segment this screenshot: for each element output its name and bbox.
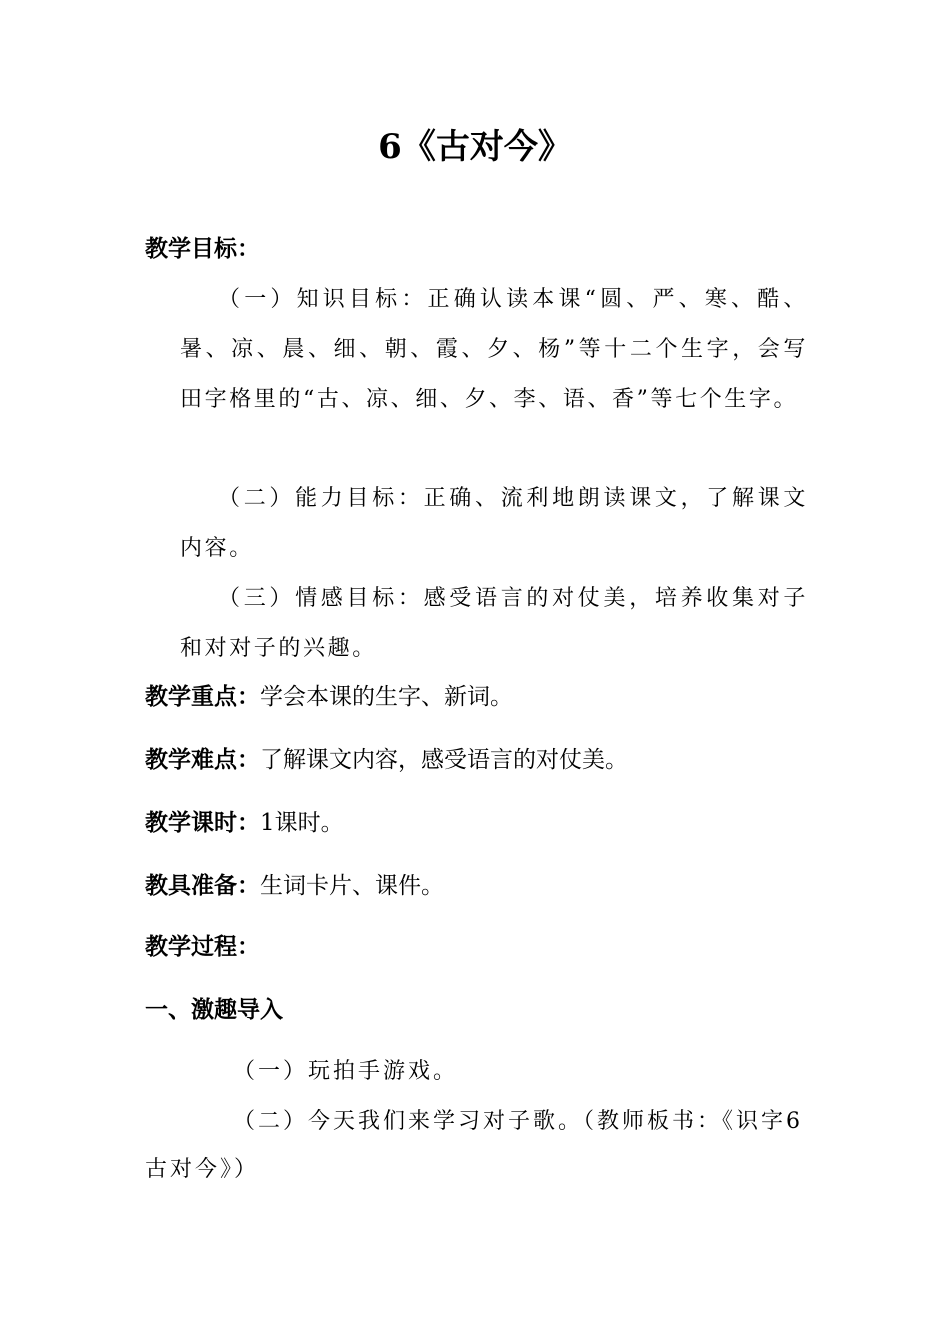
- periods-line: [145, 806, 344, 840]
- materials-line: [145, 869, 444, 903]
- difficulties-label: 教学难点：: [145, 747, 260, 773]
- difficulties-value: 了解课文内容，感受语言的对仗美。: [260, 747, 628, 773]
- knowledge-objective: （一）知识目标：正确认读本课“圆、严、寒、酷、暑、凉、晨、细、朝、霞、夕、杨”等十二个生字，会写田字格里的“古、凉、细、夕、李、语、香”等七个生字。: [180, 287, 808, 412]
- key-points-value: 学会本课的生字、新词。: [260, 684, 513, 710]
- objectives-heading: 教学目标：: [145, 236, 260, 262]
- materials-value: 生词卡片、课件。: [260, 873, 444, 899]
- section-intro-heading: 一、激趣导入: [145, 997, 283, 1023]
- periods-value: 1课时。: [260, 810, 344, 836]
- materials-label: 教具准备：: [145, 873, 260, 899]
- emotion-objective: （三）情感目标：感受语言的对仗美，培养收集对子和对对子的兴趣。: [180, 586, 808, 661]
- ability-objective: （二）能力目标：正确、流利地朗读课文，了解课文内容。: [180, 486, 808, 561]
- process-step-2: （二）今天我们来学习对子歌。（教师板书：《识字6 古对今》）: [145, 1109, 803, 1182]
- periods-label: 教学课时：: [145, 810, 260, 836]
- process-step-1: （一）玩拍手游戏。: [233, 1059, 459, 1084]
- difficulties-line: [145, 743, 628, 777]
- key-points-line: [145, 680, 513, 714]
- document-title: 6《古对今》: [378, 127, 572, 167]
- process-heading: 教学过程：: [145, 934, 260, 960]
- key-points-label: 教学重点：: [145, 684, 260, 710]
